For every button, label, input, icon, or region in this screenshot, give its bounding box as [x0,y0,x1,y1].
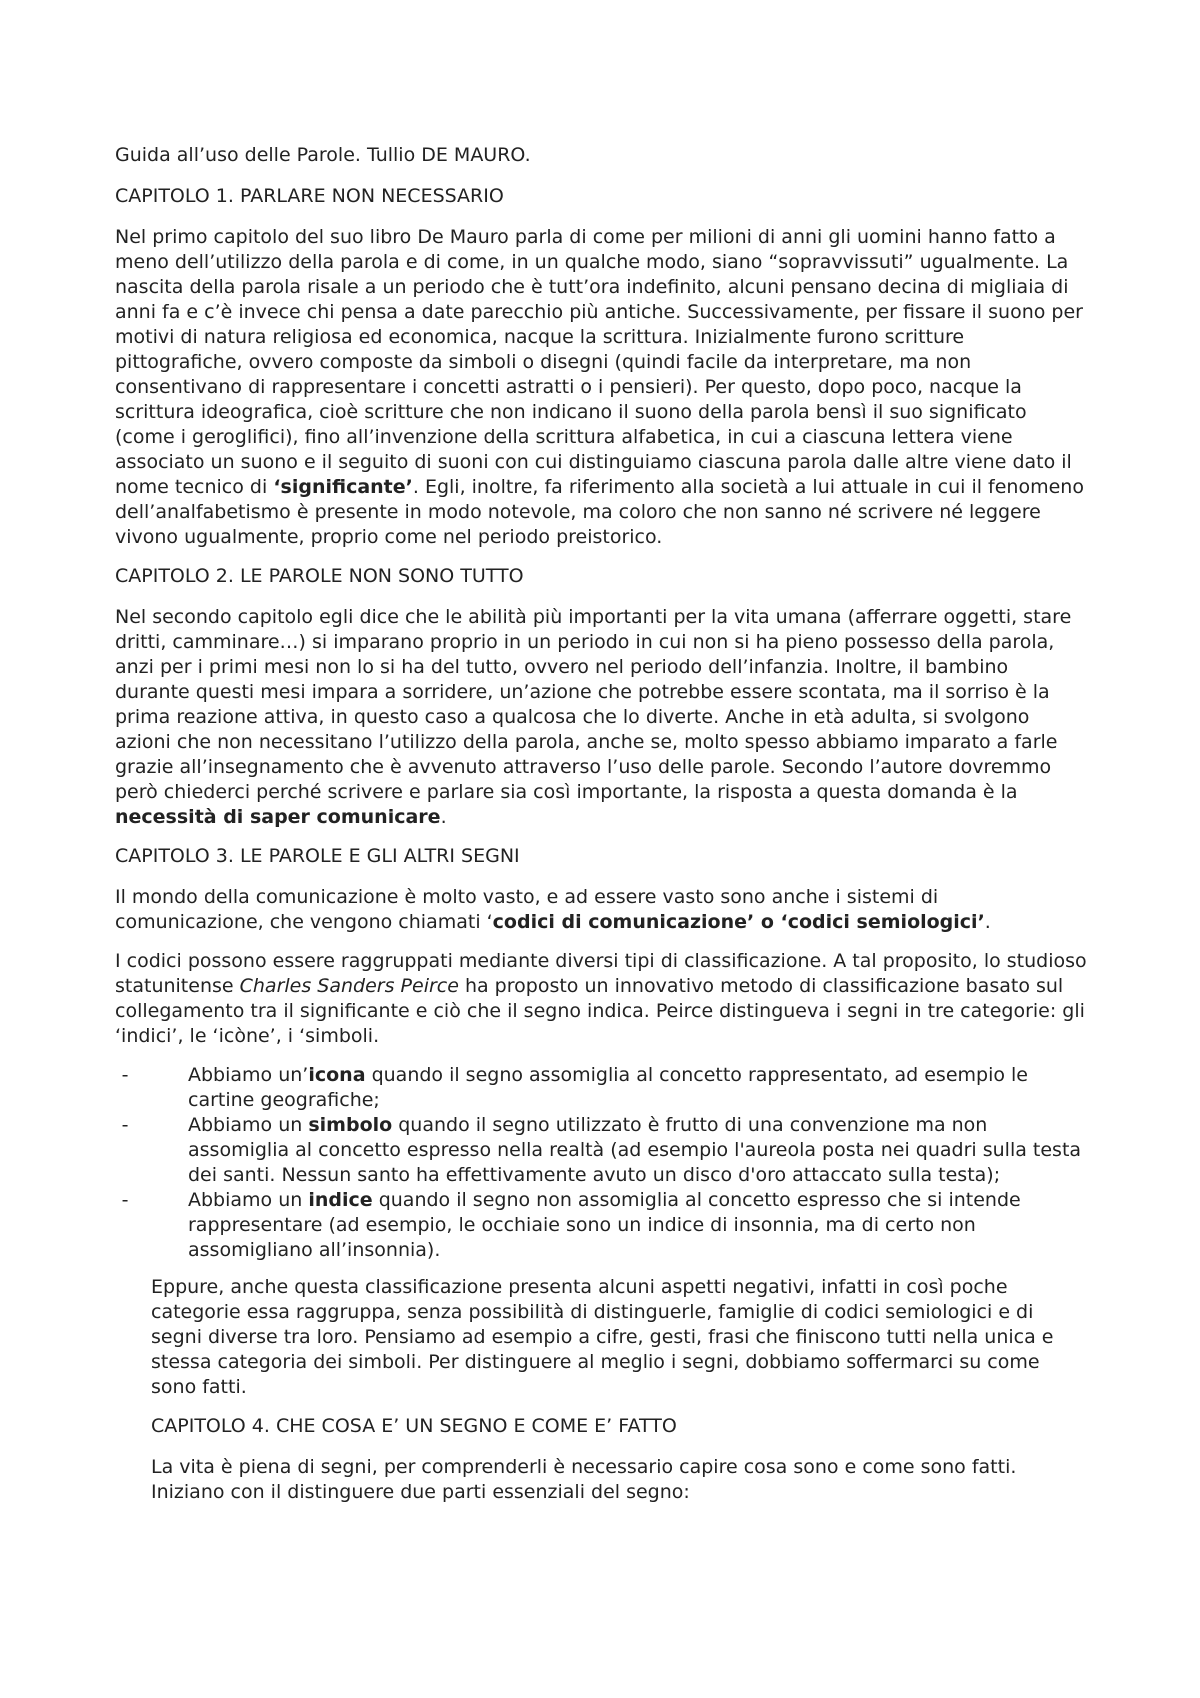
chapter-1-text-start: Nel primo capitolo del suo libro De Mauro parla di come per milioni di anni gli uomini hanno fatto a meno dell’utilizzo della parola e di come, in un qualche modo, siano “sopravvissuti” ugualmente. La nascita della parola risale a un periodo che è tutt’ora indefinito, alcuni pensano decina di migliaia di anni fa e c’è invece chi pensa a date parecchio più antiche. Successivamente, per fissare il suono per motivi di natura religiosa ed economica, nacque la scrittura. Inizialmente furono scritture pittografiche, ovvero composte da simboli o disegni (quindi facile da interpretare, ma non consentivano di rappresentare i concetti astratti o i pensieri). Per questo, dopo poco, nacque la scrittura ideografica, cioè scritture che non indicano il suono della parola bensì il suo significato (come i geroglifici), fino all’invenzione della scrittura alfabetica, in cui a ciascuna lettera viene associato un suono e il seguito di suoni con cui distinguiamo ciascuna parola dalle altre viene dato il nome tecnico di [115,226,1083,498]
chapter-2-text-end: . [440,806,447,828]
chapter-3-p2-text-end: ha proposto un innovativo metodo di classificazione basato sul collegamento tra il significante e ciò che il segno indica. Peirce distingueva i segni in tre categorie: gli ‘indici’, le ‘icòne’, i ‘simboli. [115,975,1085,1047]
chapter-3-p2-text-start: I codici possono essere raggruppati mediante diversi tipi di classificazione. A tal proposito, lo studioso statunitense [115,950,1087,997]
chapter-1-text-end: . Egli, inoltre, fa riferimento alla società a lui attuale in cui il fenomeno dell’analfabetismo è presente in modo notevole, ma coloro che non sanno né scrivere né leggere vivono ugualmente, proprio come nel periodo preistorico. [115,476,1084,548]
chapter-3-p2-italic-name: Charles Sanders Peirce [239,975,459,997]
chapter-2-paragraph [115,605,1087,830]
list-item-bold-term: icona [308,1064,366,1086]
list-item-bold-term: indice [308,1189,373,1211]
list-item-text-start: Abbiamo un [188,1189,309,1211]
chapter-2-heading: CAPITOLO 2. LE PAROLE NON SONO TUTTO [115,565,524,587]
chapter-3-p1-bold-term: codici di comunicazione’ o ‘codici semiologici’ [492,911,985,933]
list-item-bold-term: simbolo [308,1114,393,1136]
chapter-3-p1-text-end: . [984,911,991,933]
list-item-text-start: Abbiamo un’ [188,1064,309,1086]
chapter-2-text-start: Nel secondo capitolo egli dice che le abilità più importanti per la vita umana (afferrare oggetti, stare dritti, camminare…) si imparano proprio in un periodo in cui non si ha pieno possesso della parola, anzi per i primi mesi non lo si ha del tutto, ovvero nel periodo dell’infanzia. Inoltre, il bambino durante questi mesi impara a sorridere, un’azione che potrebbe essere scontata, ma il sorriso è la prima reazione attiva, in questo caso a qualcosa che lo diverte. Anche in età adulta, si svolgono azioni che non necessitano l’utilizzo della parola, anche se, molto spesso abbiamo imparato a farle grazie all’insegnamento che è avvenuto attraverso l’uso delle parole. Secondo l’autore dovremmo però chiederci perché scrivere e parlare sia così importante, la risposta a questa domanda è la [115,606,1072,803]
list-item-text-end: quando il segno assomiglia al concetto rappresentato, ad esempio le cartine geografiche; [188,1064,1028,1111]
chapter-2-bold-term: necessità di saper comunicare [115,806,441,828]
list-item-text-end: quando il segno non assomiglia al concetto espresso che si intende rappresentare (ad esempio, le occhiaie sono un indice di insonnia, ma di certo non assomigliano all’insonnia). [188,1189,1021,1261]
list-item [188,1113,1087,1188]
chapter-3-paragraph-2 [115,949,1087,1049]
chapter-3-paragraph-3: Eppure, anche questa classificazione presenta alcuni aspetti negativi, infatti in così poche categorie essa raggruppa, senza possibilità di distinguerle, famiglie di codici semiologici e di segni diverse tra loro. Pensiamo ad esempio a cifre, gesti, frasi che finiscono tutti nella unica e stessa categoria dei simboli. Per distinguere al meglio i segni, dobbiamo soffermarci su come sono fatti. [151,1276,1054,1398]
chapter-1-heading: CAPITOLO 1. PARLARE NON NECESSARIO [115,185,504,207]
document-body [115,143,1087,1519]
chapter-3-p1-text-start: Il mondo della comunicazione è molto vasto, e ad essere vasto sono anche i sistemi di comunicazione, che vengono chiamati ‘ [115,886,939,933]
chapter-1-bold-term: ‘significante’ [273,476,413,498]
list-item-text-start: Abbiamo un [188,1114,309,1136]
list-item [188,1188,1087,1263]
chapter-1-paragraph [115,225,1087,550]
chapter-3-paragraph-1 [115,885,1087,935]
chapter-4-heading: CAPITOLO 4. CHE COSA E’ UN SEGNO E COME E’ FATTO [151,1415,677,1437]
sign-types-list [115,1063,1087,1263]
document-title: Guida all’uso delle Parole. Tullio DE MAURO. [115,144,531,166]
list-item-text-end: quando il segno utilizzato è frutto di una convenzione ma non assomiglia al concetto espresso nella realtà (ad esempio l'aureola posta nei quadri sulla testa dei santi. Nessun santo ha effettivamente avuto un disco d'oro attaccato sulla testa); [188,1114,1082,1186]
list-item [188,1063,1087,1113]
chapter-4-paragraph: La vita è piena di segni, per comprenderli è necessario capire cosa sono e come sono fatti. Iniziano con il distinguere due parti essenziali del segno: [151,1456,1017,1503]
chapter-3-heading: CAPITOLO 3. LE PAROLE E GLI ALTRI SEGNI [115,845,520,867]
